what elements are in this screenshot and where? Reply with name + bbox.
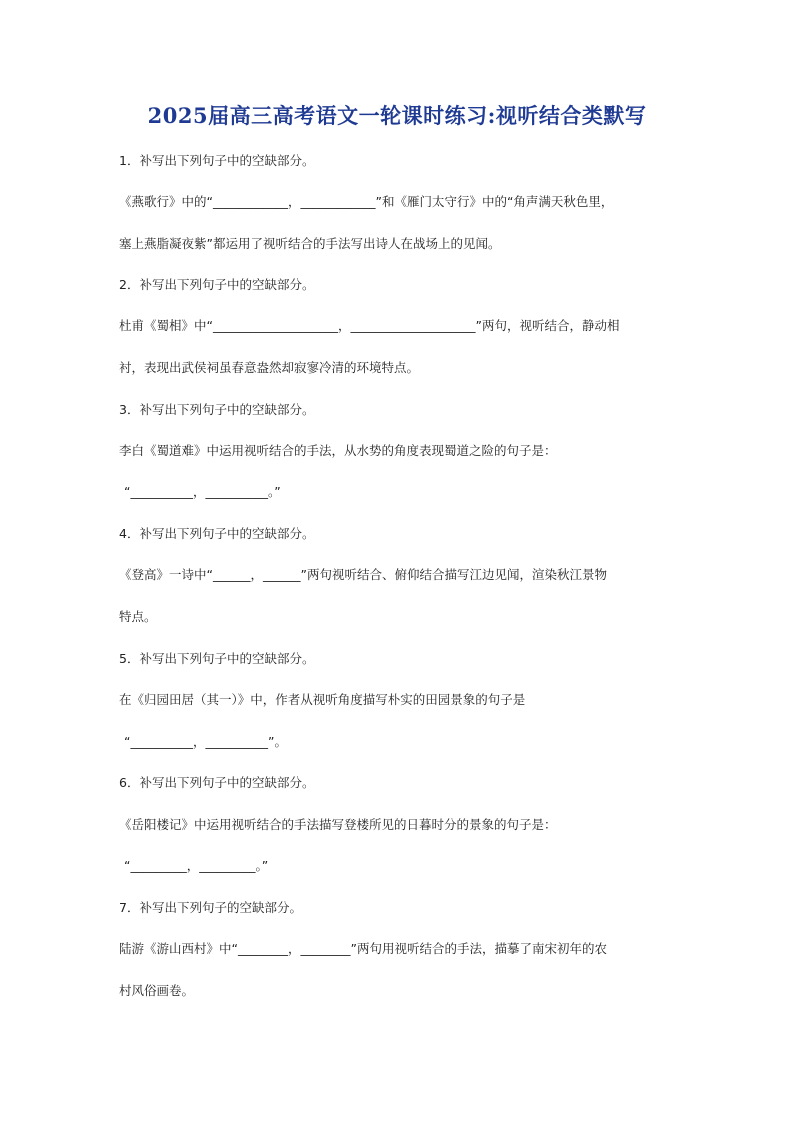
question-7-body-line-2: 村风俗画卷。	[119, 983, 195, 998]
question-2-heading: 2．补写出下列句子中的空缺部分。	[119, 277, 315, 292]
question-7-heading: 7．补写出下列句子的空缺部分。	[119, 900, 302, 915]
question-5-heading: 5．补写出下列句子中的空缺部分。	[119, 651, 315, 666]
question-3-heading: 3．补写出下列句子中的空缺部分。	[119, 402, 315, 417]
question-4-body-line-2: 特点。	[119, 609, 157, 624]
document-title: 2025届高三高考语文一轮课时练习:视听结合类默写	[147, 103, 647, 128]
question-1-body-line-1: 《燕歌行》中的“____________，____________”和《雁门太守行》中的“角声满天秋色里，	[119, 194, 614, 209]
question-4-body-line-1: 《登高》一诗中“______，______”两句视听结合、俯仰结合描写江边见闻，渲染秋江景物	[119, 567, 607, 582]
question-5-body-line-1: 在《归园田居（其一）》中，作者从视听角度描写朴实的田园景象的句子是	[119, 692, 526, 707]
question-2-body-line-2: 衬，表现出武侯祠虽春意盎然却寂寥冷清的环境特点。	[119, 360, 420, 375]
question-6-blank-line: “_________，_________。”	[124, 858, 269, 873]
question-1-heading: 1．补写出下列句子中的空缺部分。	[119, 153, 315, 168]
question-2-body-line-1: 杜甫《蜀相》中“____________________，____________________”两句，视听结合，静动相	[119, 318, 620, 333]
question-6-heading: 6．补写出下列句子中的空缺部分。	[119, 775, 315, 790]
question-6-body-line-1: 《岳阳楼记》中运用视听结合的手法描写登楼所见的日暮时分的景象的句子是：	[119, 817, 557, 832]
question-3-blank-line: “__________，__________。”	[124, 484, 281, 499]
question-1-body-line-2: 塞上燕脂凝夜紫”都运用了视听结合的手法写出诗人在战场上的见闻。	[119, 236, 501, 251]
question-3-body-line-1: 李白《蜀道难》中运用视听结合的手法，从水势的角度表现蜀道之险的句子是：	[119, 443, 557, 458]
question-4-heading: 4．补写出下列句子中的空缺部分。	[119, 526, 315, 541]
question-5-blank-line: “__________，__________”。	[124, 734, 287, 749]
question-7-body-line-1: 陆游《游山西村》中“________，________”两句用视听结合的手法，描摹了南宋初年的农	[119, 941, 607, 956]
